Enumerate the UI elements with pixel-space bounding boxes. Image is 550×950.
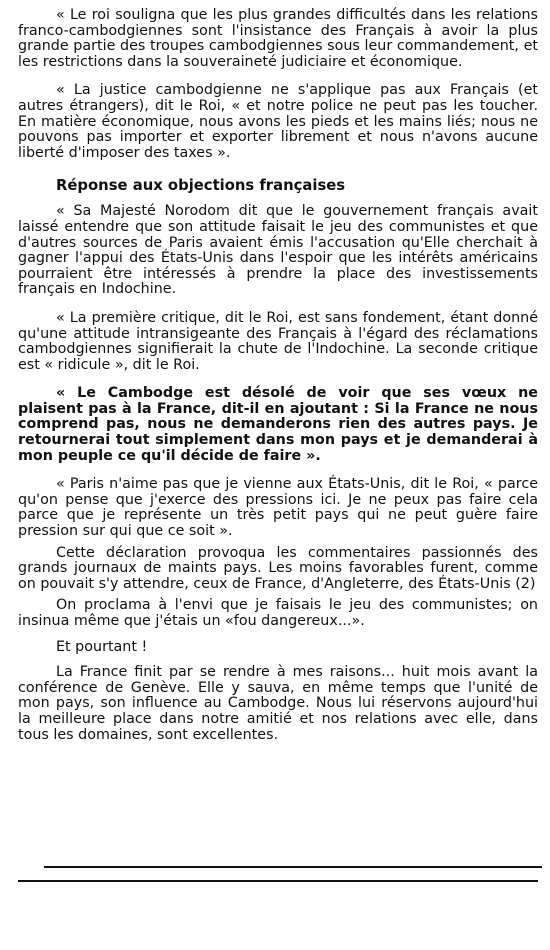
paragraph-france-reasons: La France finit par se rendre à mes raisons... huit mois avant la conférence de Genève. Elle y sauva, en même temps que l'unité de mon pays, son influence au Cambodge. Nous lui réservons aujourd'hui la meilleure place dans notre amitié et nos relations avec elle, dans tous les domaines, sont excellentes. <box>18 664 538 743</box>
paragraph-et-pourtant: Et pourtant ! <box>56 638 148 655</box>
paragraph-paris-pressure: « Paris n'aime pas que je vienne aux États-Unis, dit le Roi, « parce qu'on pense que j'exerce des pressions ici. Je ne peux pas faire cela parce que je représente un très petit pays qui ne peut guère faire pression sur qui que ce soit ». <box>18 476 538 540</box>
section-heading: Réponse aux objections françaises <box>56 177 346 195</box>
paragraph-first-criticism: « La première critique, dit le Roi, est sans fondement, étant donné qu'une attitude intransigeante des Français à l'égard des réclamations cambodgiennes signifierait la chute de l'Indochine. La seconde critique est « ridicule », dit le Roi. <box>18 309 538 373</box>
paragraph-king-difficulties: « Le roi souligna que les plus grandes difficultés dans les relations franco-cambodgiennes sont l'insistance des Français à avoir la plus grande partie des troupes cambodgiennes sous leur commandement, et les restrictions dans la souveraineté judiciaire et économique. <box>18 7 538 70</box>
paragraph-cambodia-wishes: « Le Cambodge est désolé de voir que ses vœux ne plaisent pas à la France, dit-il en ajoutant : Si la France ne nous comprend pas, nous ne demanderons rien des autres pays. Je retournerai tout simplement dans mon pays et je demanderai à mon peuple ce qu'il décide de faire ». <box>18 385 538 464</box>
handwritten-underline <box>44 866 542 868</box>
handwritten-underline-second <box>18 880 538 882</box>
paragraph-cambodian-justice: « La justice cambodgienne ne s'applique pas aux Français (et autres étrangers), dit le Roi, « et notre police ne peut pas les toucher. En matière économique, nous avons les pieds et les mains liés; nous ne pouvons pas importer et exporter librement et nous n'avons aucune liberté d'imposer des taxes ». <box>18 82 538 161</box>
paragraph-press-comments: Cette déclaration provoqua les commentaires passionnés des grands journaux de maints pays. Les moins favorables furent, comme on pouvait s'y attendre, ceux de France, d'Angleterre, des États-Unis (2) <box>18 544 538 592</box>
paragraph-norodom-statement: « Sa Majesté Norodom dit que le gouvernement français avait laissé entendre que son attitude faisait le jeu des communistes et que d'autres sources de Paris avaient émis l'accusation qu'Elle cherchait à gagner l'appui des États-Unis dans l'espoir que les intérêts américains pourraient être intéressés à prendre la place des investissements français en Indochine. <box>18 203 538 298</box>
paragraph-communist-accusation: On proclama à l'envi que je faisais le jeu des communistes; on insinua même que j'étais un «fou dangereux...». <box>18 597 538 629</box>
